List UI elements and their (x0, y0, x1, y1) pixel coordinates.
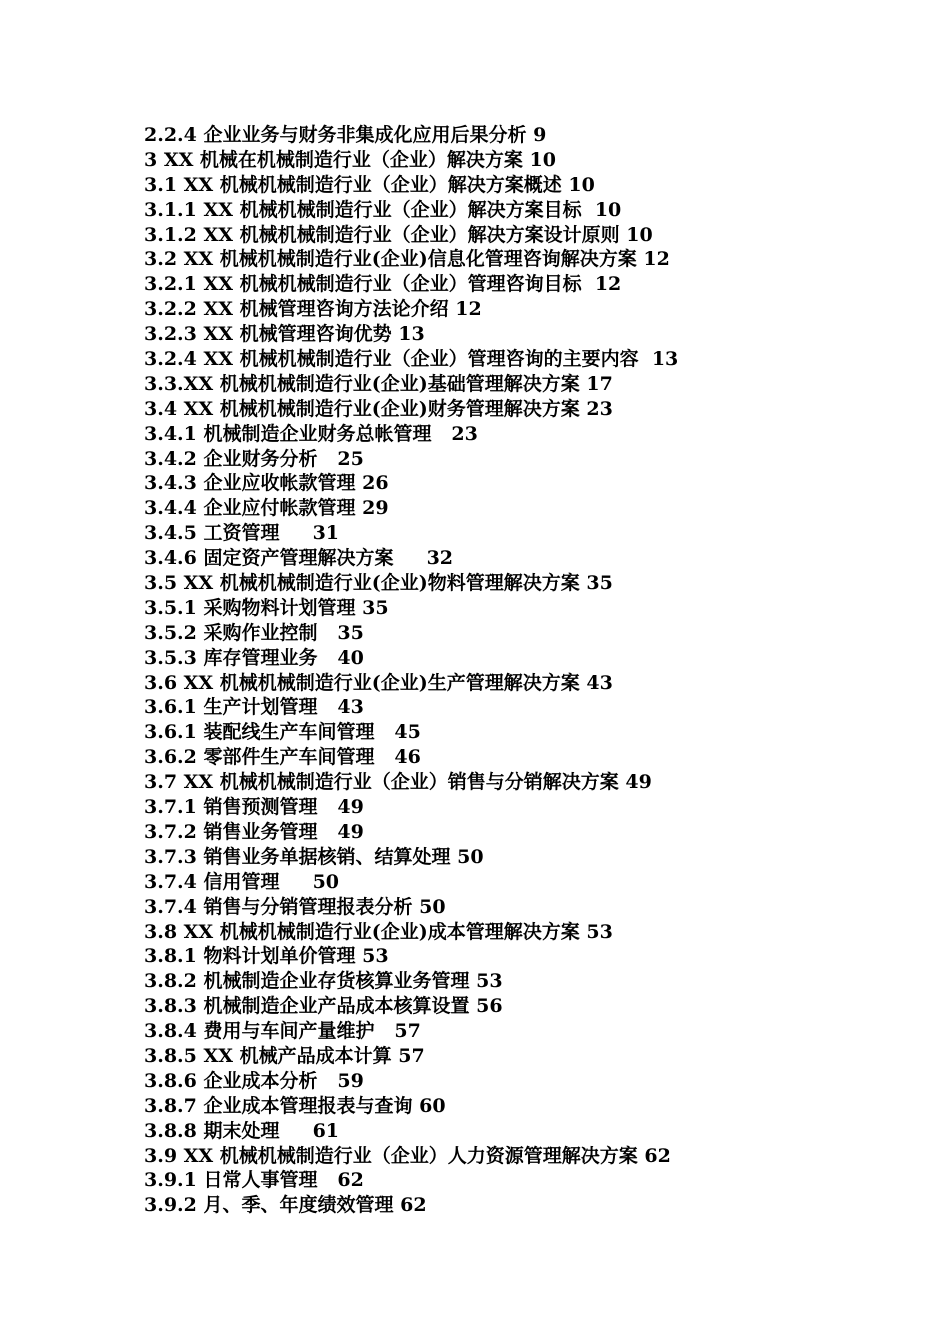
toc-entry: 3.9 XX 机械机械制造行业（企业）人力资源管理解决方案 62 (144, 1144, 671, 1167)
toc-entry: 3.8.2 机械制造企业存货核算业务管理 53 (144, 970, 503, 993)
toc-entry: 3.5.1 采购物料计划管理 35 (144, 596, 389, 619)
toc-entry: 3.7.4 销售与分销管理报表分析 50 (144, 895, 446, 918)
toc-entry: 3.9.1 日常人事管理 62 (144, 1169, 364, 1192)
toc-entry: 3.8.8 期末处理 61 (144, 1119, 340, 1142)
toc-entry: 3.1.1 XX 机械机械制造行业（企业）解决方案目标 10 (144, 198, 622, 221)
toc-entry: 3.7 XX 机械机械制造行业（企业）销售与分销解决方案 49 (144, 771, 652, 794)
toc-entry: 3.2.4 XX 机械机械制造行业（企业）管理咨询的主要内容 13 (144, 348, 679, 371)
toc-entry: 3.2.1 XX 机械机械制造行业（企业）管理咨询目标 12 (144, 273, 622, 296)
toc-entry: 3.8.7 企业成本管理报表与查询 60 (144, 1094, 446, 1117)
toc-entry: 3.4.2 企业财务分析 25 (144, 447, 364, 470)
toc-entry: 3.4.1 机械制造企业财务总帐管理 23 (144, 422, 478, 445)
toc-entry: 3.6.1 装配线生产车间管理 45 (144, 721, 421, 744)
toc-entry: 3.8.1 物料计划单价管理 53 (144, 945, 389, 968)
toc-entry: 2.2.4 企业业务与财务非集成化应用后果分析 9 (144, 124, 547, 146)
toc-entry: 3.6.1 生产计划管理 43 (144, 696, 364, 719)
toc-entry: 3.8.6 企业成本分析 59 (144, 1069, 364, 1092)
toc-entry: 3.5.3 库存管理业务 40 (144, 646, 364, 669)
toc-entry: 3.2.3 XX 机械管理咨询优势 13 (144, 323, 425, 346)
toc-entry: 3.7.3 销售业务单据核销、结算处理 50 (144, 845, 484, 868)
toc-entry: 3.5.2 采购作业控制 35 (144, 621, 364, 644)
toc-entry: 3.9.2 月、季、年度绩效管理 62 (144, 1194, 427, 1217)
toc-entry: 3.6 XX 机械机械制造行业(企业)生产管理解决方案 43 (144, 671, 613, 694)
table-of-contents (144, 123, 864, 1218)
toc-entry: 3.4.6 固定资产管理解决方案 32 (144, 547, 454, 570)
toc-entry: 3.3.XX 机械机械制造行业(企业)基础管理解决方案 17 (144, 372, 613, 395)
toc-entry: 3.8.3 机械制造企业产品成本核算设置 56 (144, 995, 503, 1018)
toc-entry: 3.8 XX 机械机械制造行业(企业)成本管理解决方案 53 (144, 920, 613, 943)
toc-entry: 3.2 XX 机械机械制造行业(企业)信息化管理咨询解决方案 12 (144, 248, 670, 271)
toc-entry: 3.1 XX 机械机械制造行业（企业）解决方案概述 10 (144, 173, 595, 196)
toc-entry: 3 XX 机械在机械制造行业（企业）解决方案 10 (144, 148, 556, 171)
toc-entry: 3.8.5 XX 机械产品成本计算 57 (144, 1044, 425, 1067)
toc-entry: 3.4.5 工资管理 31 (144, 522, 340, 545)
toc-entry: 3.8.4 费用与车间产量维护 57 (144, 1020, 421, 1043)
toc-entry: 3.7.4 信用管理 50 (144, 870, 340, 893)
toc-entry: 3.7.1 销售预测管理 49 (144, 796, 364, 819)
toc-entry: 3.5 XX 机械机械制造行业(企业)物料管理解决方案 35 (144, 572, 613, 595)
toc-entry: 3.6.2 零部件生产车间管理 46 (144, 746, 421, 769)
toc-entry: 3.4.4 企业应付帐款管理 29 (144, 497, 389, 520)
toc-entry: 3.2.2 XX 机械管理咨询方法论介绍 12 (144, 298, 482, 321)
toc-entry: 3.4 XX 机械机械制造行业(企业)财务管理解决方案 23 (144, 397, 613, 420)
toc-entry: 3.1.2 XX 机械机械制造行业（企业）解决方案设计原则 10 (144, 223, 653, 246)
toc-entry: 3.7.2 销售业务管理 49 (144, 820, 364, 843)
toc-entry: 3.4.3 企业应收帐款管理 26 (144, 472, 389, 495)
